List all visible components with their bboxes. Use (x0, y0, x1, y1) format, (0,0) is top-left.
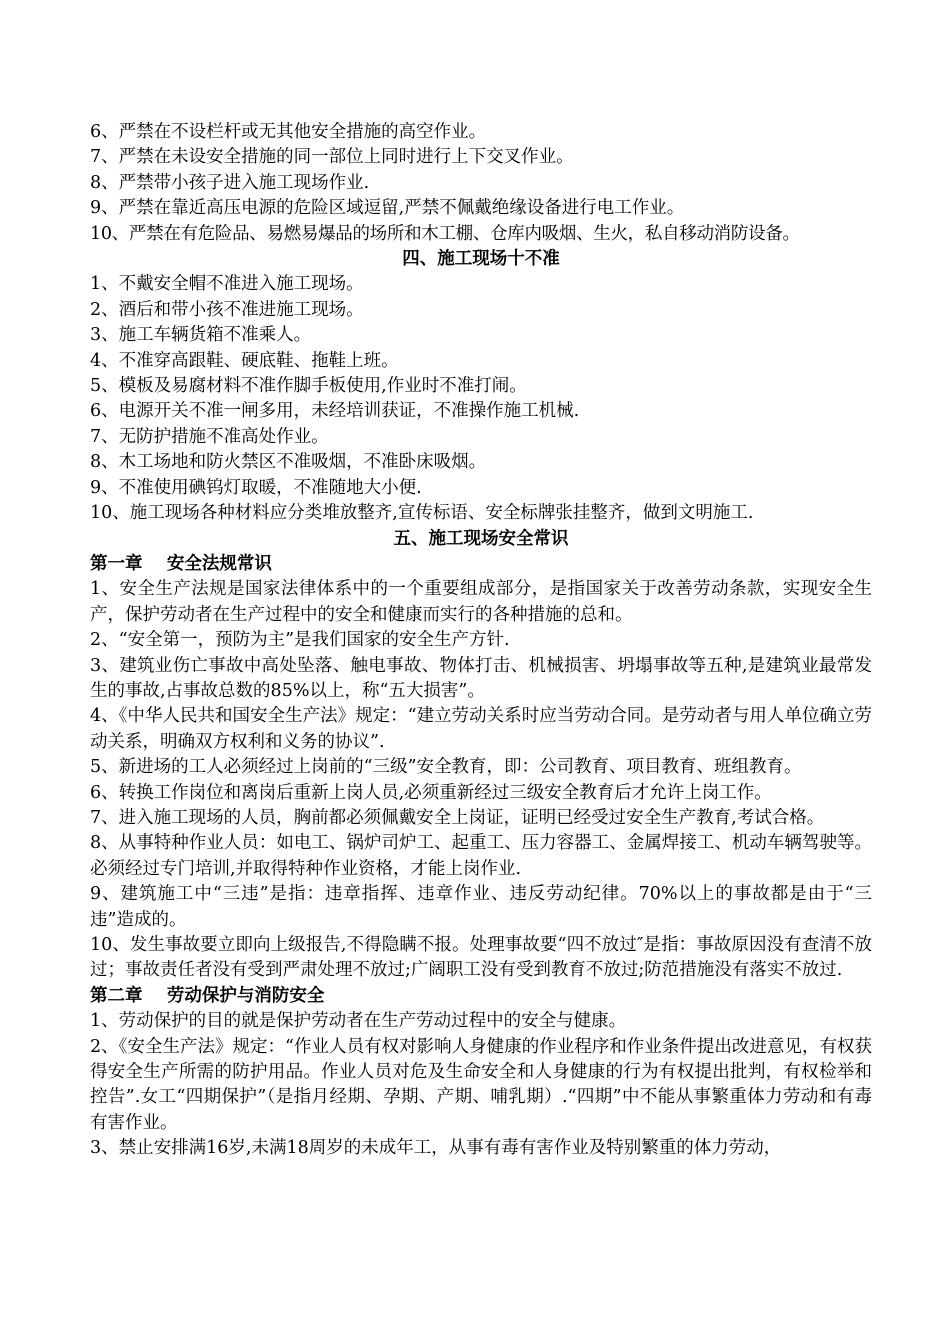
paragraph: 4、《中华人民共和国安全生产法》规定：“建立劳动关系时应当劳动合同。是劳动者与用人单位确立劳动关系，明确双方权利和义务的协议”. (90, 706, 872, 752)
paragraph: 9、建筑施工中“三违”是指：违章指挥、违章作业、违反劳动纪律。70%以上的事故都是由于“三违”造成的。 (90, 884, 872, 930)
section-heading-ten-prohibitions: 四、施工现场十不准 (402, 249, 560, 270)
rule-item: 9、严禁在靠近高压电源的危险区域逗留,严禁不佩戴绝缘设备进行电工作业。 (90, 198, 685, 219)
rule-item: 1、不戴安全帽不准进入施工现场。 (90, 274, 364, 295)
rule-item: 3、施工车辆货箱不准乘人。 (90, 325, 312, 346)
paragraph: 3、禁止安排满16岁,未满18周岁的未成年工，从事有毒有害作业及特别繁重的体力劳动， (90, 1138, 782, 1159)
chapter-title: 第二章 劳动保护与消防安全 (90, 985, 325, 1006)
rule-item: 6、电源开关不准一闸多用，未经培训获证，不准操作施工机械. (90, 401, 580, 422)
rule-item: 6、严禁在不设栏杆或无其他安全措施的高空作业。 (90, 122, 487, 142)
paragraph: 7、进入施工现场的人员，胸前都必须佩戴安全上岗证，证明已经受过安全生产教育,考试合格。 (90, 807, 825, 828)
rule-item: 10、施工现场各种材料应分类堆放整齐,宣传标语、安全标牌张挂整齐，做到文明施工. (90, 503, 754, 524)
paragraph: 3、建筑业伤亡事故中高处坠落、触电事故、物体打击、机械损害、坍塌事故等五种,是建筑业最常发生的事故,占事故总数的85%以上，称“五大损害”。 (90, 655, 872, 701)
chapter-title: 第一章 安全法规常识 (90, 553, 272, 574)
paragraph: 1、安全生产法规是国家法律体系中的一个重要组成部分，是指国家关于改善劳动条款，实现安全生产，保护劳动者在生产过程中的安全和健康而实行的各种措施的总和。 (90, 579, 872, 625)
rule-item: 5、模板及易腐材料不准作脚手板使用,作业时不准打闹。 (90, 376, 527, 397)
rule-item: 2、酒后和带小孩不准进施工现场。 (90, 299, 364, 320)
rule-item: 4、不准穿高跟鞋、硬底鞋、拖鞋上班。 (90, 350, 399, 371)
paragraph: 10、发生事故要立即向上级报告,不得隐瞒不报。处理事故要“四不放过″是指：事故原因没有查清不放过；事故责任者没有受到严肃处理不放过;广阔职工没有受到教育不放过;防范措施没有落实不放过. (90, 935, 872, 981)
paragraph: 1、劳动保护的目的就是保护劳动者在生产劳动过程中的安全与健康。 (90, 1011, 627, 1032)
rule-item: 10、严禁在有危险品、易燃易爆品的场所和木工棚、仓库内吸烟、生火，私自移动消防设备。 (90, 223, 800, 244)
rule-item: 9、不准使用碘钨灯取暖，不准随地大小便. (90, 477, 422, 498)
rule-item: 8、木工场地和防火禁区不准吸烟，不准卧床吸烟。 (90, 452, 487, 473)
rule-item: 8、严禁带小孩子进入施工现场作业. (90, 172, 370, 193)
paragraph: 5、新进场的工人必须经过上岗前的“三级”安全教育，即：公司教育、项目教育、班组教育。 (90, 757, 802, 778)
rule-item: 7、无防护措施不准高处作业。 (90, 426, 329, 447)
paragraph: 6、转换工作岗位和离岗后重新上岗人员,必须重新经过三级安全教育后才允许上岗工作。 (90, 782, 772, 803)
paragraph: 2、《安全生产法》规定：“作业人员有权对影响人身健康的作业程序和作业条件提出改进意见，有权获得安全生产所需的防护用品。作业人员对危及生命安全和人身健康的行为有权提出批判，有权检举和控告”.女工“四期保护”（是指月经期、孕期、产期、哺乳期）.“四期”中不能从事繁重体力劳动和有毒有害作业。 (90, 1036, 872, 1133)
section-heading-safety-knowledge: 五、施工现场安全常识 (393, 528, 569, 549)
paragraph: 8、从事特种作业人员：如电工、锅炉司炉工、起重工、压力容器工、金属焊接工、机动车辆驾驶等。必须经过专门培训,并取得特种作业资格，才能上岗作业. (90, 833, 872, 879)
paragraph: 2、“安全第一，预防为主”是我们国家的安全生产方针. (90, 630, 510, 651)
rule-item: 7、严禁在未设安全措施的同一部位上同时进行上下交叉作业。 (90, 147, 574, 168)
document-page (90, 120, 872, 1162)
